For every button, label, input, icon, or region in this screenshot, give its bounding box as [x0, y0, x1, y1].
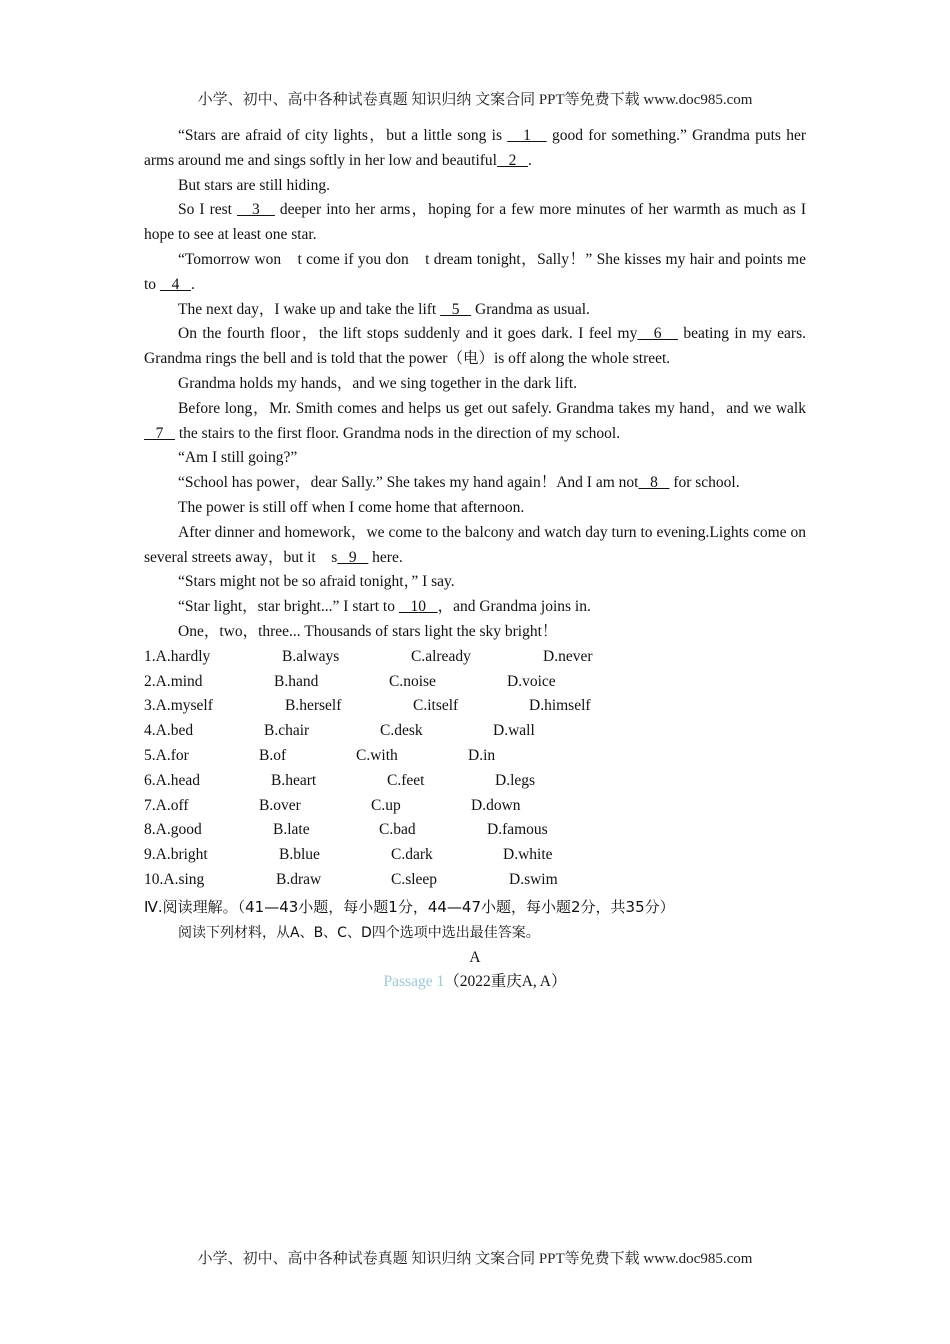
option-d: D.down: [471, 796, 521, 814]
option-a: [144, 794, 189, 819]
question-number: 5.: [144, 746, 156, 764]
paragraph-12: After dinner and homework，we come to the balcony and watch day turn to evening.Lights come on several streets away，but it s 9 here.: [144, 523, 806, 566]
blank-9: 9: [337, 548, 369, 566]
option-d: D.wall: [493, 722, 535, 740]
paragraph-6: On the fourth floor，the lift stops suddenly and it goes dark. I feel my 6 beating in my ears. Grandma rings the bell and is told that the power（电）is off along the whole street.: [144, 325, 806, 368]
option-a-text: A.good: [155, 821, 202, 839]
option-c: C.sleep: [391, 870, 438, 888]
option-d: D.voice: [507, 672, 556, 690]
paragraph-4: “Tomorrow won t come if you don t dream tonight，Sally！” She kisses my hair and points me to 4 .: [144, 250, 806, 293]
question-number: 6.: [144, 771, 156, 789]
section-instruction: 阅读下列材料，从A、B、C、D四个选项中选出最佳答案。: [178, 924, 540, 941]
section-title: Ⅳ.阅读理解。（41—43小题，每小题1分，44—47小题，每小题2分，共35分）: [144, 897, 675, 916]
option-d: D.never: [543, 647, 593, 665]
option-b: B.late: [273, 821, 310, 839]
answer-options: [144, 645, 806, 893]
option-a: [144, 818, 202, 843]
option-a: [144, 843, 208, 868]
option-a-text: A.head: [155, 771, 200, 789]
option-c: C.up: [371, 796, 401, 814]
option-d: D.legs: [495, 771, 536, 789]
option-b: B.heart: [271, 771, 317, 789]
option-row: [144, 843, 806, 868]
option-row: [144, 645, 806, 670]
blank-2: 2: [496, 151, 528, 169]
blank-10: 10: [398, 598, 438, 616]
paragraph-13: “Stars might not be so afraid tonight，” I say.: [178, 573, 455, 591]
question-number: 7.: [144, 796, 156, 814]
paragraph-11: The power is still off when I come home that afternoon.: [178, 498, 525, 516]
option-b: B.of: [259, 746, 287, 764]
option-b: B.hand: [274, 672, 319, 690]
paragraph-14: “Star light，star bright...” I start to 10 ，and Grandma joins in.: [178, 598, 591, 616]
option-b: B.over: [259, 796, 301, 814]
exam-content: [144, 124, 806, 995]
option-a-text: A.sing: [163, 870, 205, 888]
paragraph-8: Before long，Mr. Smith comes and helps us get out safely. Grandma takes my hand，and we walk 7 the stairs to the first floor. Grandma nods in the direction of my school.: [144, 399, 806, 442]
option-c: C.noise: [389, 672, 436, 690]
paragraph-5: The next day，I wake up and take the lift 5 Grandma as usual.: [178, 300, 590, 318]
blank-5: 5: [440, 300, 472, 318]
blank-4: 4: [159, 275, 191, 293]
question-number: 3.: [144, 697, 156, 715]
option-a: [144, 769, 200, 794]
option-a-text: A.bed: [155, 722, 194, 740]
option-a-text: A.mind: [155, 672, 203, 690]
option-a-text: A.myself: [155, 697, 213, 715]
paragraph-15: One，two，three... Thousands of stars light the sky bright！: [178, 622, 558, 640]
paragraph-7: Grandma holds my hands，and we sing together in the dark lift.: [178, 374, 578, 392]
passage-source: Passage 1（2022重庆A, A）: [383, 973, 567, 991]
question-number: 10.: [144, 870, 164, 888]
option-d: D.himself: [529, 697, 591, 715]
option-b: B.blue: [279, 846, 320, 864]
option-a: [144, 670, 203, 695]
part-label: A: [469, 948, 481, 966]
option-row: [144, 818, 806, 843]
option-c: C.desk: [380, 722, 423, 740]
option-d: D.in: [468, 746, 496, 764]
question-number: 9.: [144, 846, 156, 864]
option-d: D.famous: [487, 821, 548, 839]
blank-1: 1: [507, 127, 547, 144]
option-a: [144, 694, 213, 719]
option-b: B.chair: [264, 722, 310, 740]
option-a: [144, 744, 189, 769]
paragraph-2: But stars are still hiding.: [178, 176, 330, 194]
option-a: [144, 868, 204, 893]
option-d: D.white: [503, 846, 553, 864]
paragraph-1: “Stars are afraid of city lights，but a little song is 1 good for something.” Grandma puts her arms around me and sings softly in her low and beautiful 2 .: [144, 127, 807, 169]
option-c: C.feet: [387, 771, 425, 789]
page-header: 小学、初中、高中各种试卷真题 知识归纳 文案合同 PPT等免费下载 www.doc985.com: [197, 92, 753, 108]
option-c: C.with: [356, 746, 398, 764]
option-row: [144, 694, 806, 719]
option-b: B.draw: [276, 870, 322, 888]
option-row: [144, 868, 806, 893]
option-row: [144, 719, 806, 744]
blank-6: 6: [637, 325, 678, 343]
blank-8: 8: [638, 474, 670, 492]
option-a-text: A.for: [155, 746, 189, 764]
option-row: [144, 794, 806, 819]
option-c: C.dark: [391, 846, 433, 864]
question-number: 4.: [144, 722, 156, 740]
blank-7: 7: [144, 424, 175, 442]
page-footer: 小学、初中、高中各种试卷真题 知识归纳 文案合同 PPT等免费下载 www.doc985.com: [197, 1251, 753, 1267]
option-c: C.bad: [379, 821, 416, 839]
option-d: D.swim: [509, 870, 558, 888]
question-number: 2.: [144, 672, 156, 690]
passage-link[interactable]: Passage 1: [383, 973, 445, 991]
option-row: [144, 670, 806, 695]
option-a: [144, 645, 210, 670]
paragraph-3: So I rest 3 deeper into her arms，hoping for a few more minutes of her warmth as much as I hope to see at least one star.: [144, 201, 806, 244]
question-number: 8.: [144, 821, 156, 839]
question-number: 1.: [144, 647, 156, 665]
paragraph-9: “Am I still going?”: [178, 449, 298, 467]
paragraph-10: “School has power，dear Sally.” She takes my hand again！And I am not 8 for school.: [178, 474, 740, 492]
option-a-text: A.off: [155, 796, 189, 814]
blank-3: 3: [236, 201, 275, 219]
option-a-text: A.bright: [155, 846, 208, 864]
option-b: B.always: [282, 647, 340, 665]
option-a: [144, 719, 193, 744]
option-row: [144, 744, 806, 769]
option-c: C.itself: [413, 697, 459, 715]
option-b: B.herself: [285, 697, 342, 715]
option-row: [144, 769, 806, 794]
option-c: C.already: [411, 647, 471, 665]
option-a-text: A.hardly: [155, 647, 211, 665]
